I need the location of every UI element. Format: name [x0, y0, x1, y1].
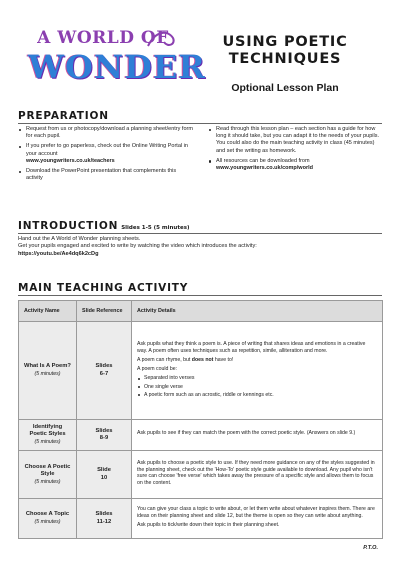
list-item	[208, 126, 384, 155]
activity-duration: (5 minutes)	[34, 439, 61, 446]
activity-name: Identifying Poetic Styles	[29, 424, 66, 438]
activity-name: What Is A Poem?	[24, 363, 71, 369]
bullet-text: If you prefer to go paperless, check out the Online Writing Portal in your account	[26, 143, 188, 157]
column-header: Slide Reference	[77, 301, 132, 322]
bullet-text: Download the PowerPoint presentation that complements this activity	[26, 168, 177, 182]
table-header-row	[19, 301, 383, 322]
introduction-text	[18, 236, 382, 258]
table-row	[19, 322, 383, 420]
slide-label: Slides	[95, 511, 113, 518]
slide-numbers: 6-7	[99, 370, 109, 377]
activity-details-cell	[132, 499, 383, 539]
activity-details-cell	[132, 322, 383, 420]
slide-label: Slides	[95, 363, 113, 370]
table-row	[19, 499, 383, 539]
slide-numbers: 8-9	[99, 435, 109, 442]
title-line1: USING POETIC	[222, 34, 348, 50]
activity-details-cell	[132, 451, 383, 499]
list-item	[18, 168, 194, 182]
list-item: A poetic form such as an acrostic, riddle or kennings etc.	[137, 392, 377, 399]
list-item	[18, 143, 194, 165]
table-row	[19, 451, 383, 499]
activity-table	[18, 300, 383, 539]
detail-paragraph: You can give your class a topic to write about, or let them write about whatever inspires them. There are ideas on their planning sheet and slide 12, but the theme is open so they can write about anything.	[137, 506, 375, 519]
slide-label: Slide	[97, 467, 111, 474]
preparation-heading: PREPARATION	[18, 110, 109, 122]
page-subtitle: Optional Lesson Plan	[231, 82, 339, 94]
introduction-title: INTRODUCTION	[18, 220, 119, 232]
slide-reference-cell	[77, 420, 132, 451]
activity-name: Choose A Topic	[25, 511, 70, 518]
activity-name-cell	[19, 499, 77, 539]
bullet-text: Request from us or photocopy/download a planning sheet/entry form for each pupil.	[26, 126, 193, 140]
preparation-right-column	[208, 126, 384, 175]
activity-name: Choose A Poetic Style	[24, 463, 71, 477]
table-row	[19, 420, 383, 451]
list-item: Separated into verses	[137, 375, 377, 382]
column-header: Activity Name	[19, 301, 77, 322]
column-header: Activity Details	[132, 301, 383, 322]
activity-name-cell	[19, 322, 77, 420]
slide-reference-cell	[77, 322, 132, 420]
list-item	[18, 126, 194, 140]
slide-reference-cell	[77, 499, 132, 539]
logo-line1: A WORLD OF	[37, 28, 169, 48]
preparation-left-column	[18, 126, 194, 185]
divider	[18, 233, 382, 234]
main-activity-heading: MAIN TEACHING ACTIVITY	[18, 282, 189, 294]
bullet-text: All resources can be downloaded from	[216, 157, 310, 164]
slide-numbers: 10	[100, 474, 108, 481]
intro-line1: Hand out the A World of Wonder planning sheets.	[18, 236, 141, 242]
activity-name-cell	[19, 420, 77, 451]
detail-paragraph: Ask pupils what they think a poem is. A piece of writing that shares ideas and emotions in a creative way. A poem often uses techniques such as repetition, simile, alliteration and more.	[137, 340, 366, 354]
detail-paragraph: A poem could be:	[137, 366, 178, 373]
activity-duration: (5 minutes)	[34, 519, 61, 526]
slide-label: Slides	[95, 427, 113, 434]
activity-duration: (5 minutes)	[34, 371, 61, 378]
slide-numbers: 11-12	[96, 518, 112, 525]
activity-name-cell	[19, 451, 77, 499]
competition-logo	[28, 28, 206, 100]
intro-line2: Get your pupils engaged and excited to write by watching the video which introduces the activity:	[18, 243, 257, 250]
detail-text: have to!	[213, 356, 234, 363]
activity-duration: (5 minutes)	[34, 479, 61, 485]
detail-text: A poem can rhyme, but	[137, 356, 192, 363]
list-item: One single verse	[137, 384, 377, 391]
detail-paragraph: Ask pupils to see if they can match the poem with the correct poetic style. (Answers on slide 9.)	[137, 430, 356, 437]
resources-link[interactable]: www.youngwriters.co.uk/comp/world	[216, 165, 313, 172]
introduction-heading	[18, 220, 190, 232]
swirl-icon	[146, 28, 176, 50]
divider	[18, 123, 382, 124]
title-line2: TECHNIQUES	[228, 51, 342, 67]
detail-paragraph	[137, 357, 377, 364]
detail-paragraph: Ask pupils to tick/write down their topic in their planning sheet.	[137, 522, 280, 529]
page-title	[205, 34, 365, 68]
page-turn-note: P.T.O.	[363, 545, 378, 551]
slide-reference-cell	[77, 451, 132, 499]
introduction-slides: Slides 1-5 (5 minutes)	[121, 225, 190, 231]
emphasis-text: does not	[191, 356, 214, 363]
list-item	[208, 158, 384, 172]
video-link[interactable]: https://youtu.be/Ae4dq6k2cDg	[18, 250, 99, 257]
logo-line2: WONDER	[28, 48, 206, 86]
activity-details-cell	[132, 420, 383, 451]
bullet-text: Read through this lesson plan – each section has a guide for how long it should take, but you can adapt it to the needs of your pupils. You could also do the main teaching activity in class (45 minutes) and set the writing as homework.	[216, 126, 379, 154]
teachers-link[interactable]: www.youngwriters.co.uk/teachers	[26, 157, 115, 164]
detail-paragraph: Ask pupils to choose a poetic style to use. If they need more guidance on any of the styles suggested in the planning sheet, check out the 'How-To' poetic style guide available to download. Any pupil who isn't sure can choose 'free verse' which takes away the pressure of a specific style and allows them to focus on the content.	[137, 459, 375, 487]
divider	[18, 295, 382, 296]
